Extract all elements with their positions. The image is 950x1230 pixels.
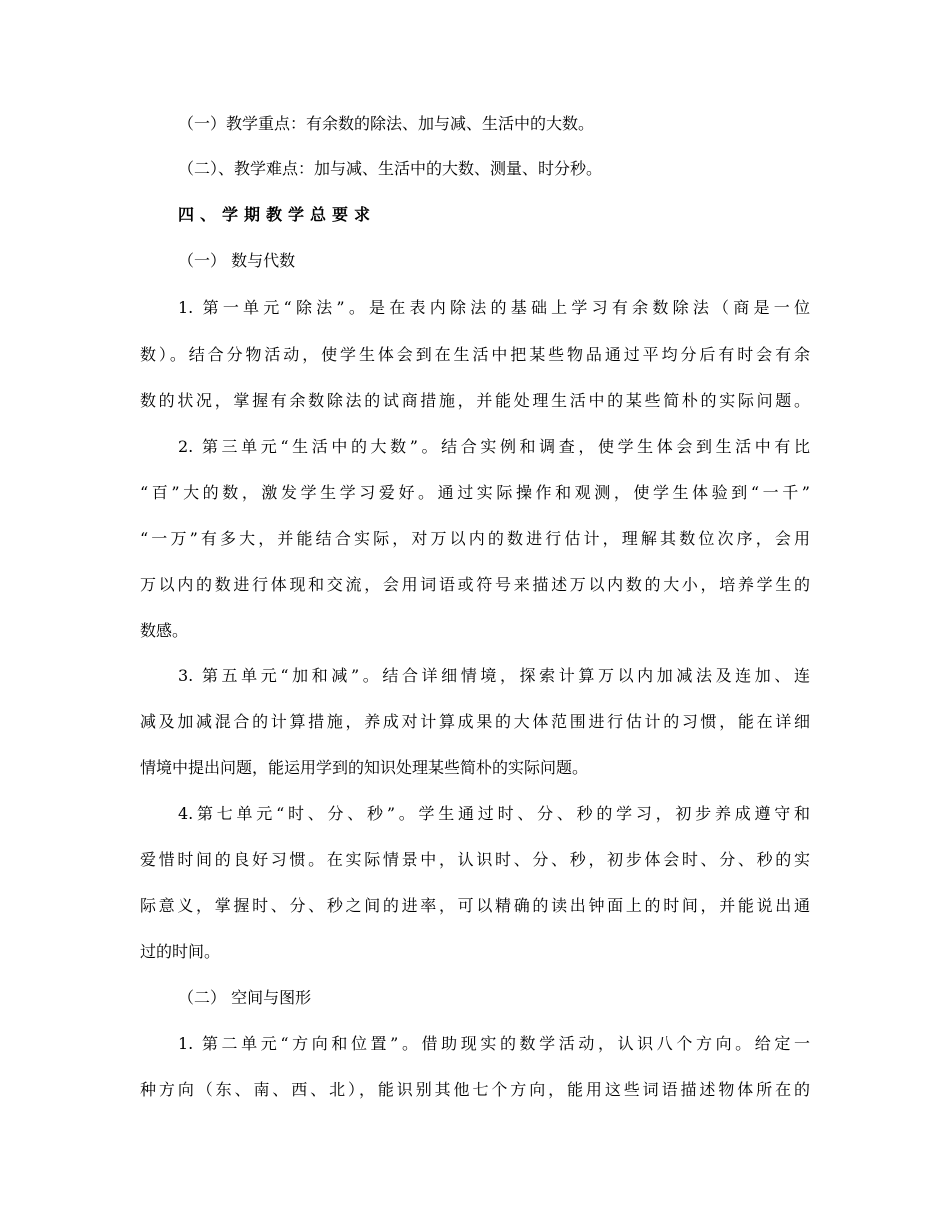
subsection-heading-number-algebra: （一） 数与代数 bbox=[178, 251, 296, 270]
paragraph-line: 数的状况，掌握有余数除法的试商措施，并能处理生活中的某些简朴的实际问题。 bbox=[140, 391, 810, 410]
teaching-focus-line: （一）教学重点：有余数的除法、加与减、生活中的大数。 bbox=[178, 114, 595, 133]
paragraph-line: 2. 第三单元“生活中的大数”。结合实例和调查，使学生体会到生活中有比 bbox=[178, 437, 810, 456]
subsection-heading-space-shape: （二） 空间与图形 bbox=[178, 988, 312, 1007]
paragraph-line: 1. 第二单元“方向和位置”。借助现实的数学活动，认识八个方向。给定一 bbox=[178, 1034, 810, 1053]
paragraph-line: “一万”有多大，并能结合实际，对万以内的数进行估计，理解其数位次序，会用 bbox=[140, 529, 810, 548]
paragraph-line: 4.第七单元“时、分、秒”。学生通过时、分、秒的学习，初步养成遵守和 bbox=[178, 804, 810, 823]
paragraph-line: 1. 第一单元“除法”。是在表内除法的基础上学习有余数除法（商是一位 bbox=[178, 298, 810, 317]
teaching-difficulty-line: （二）、教学难点：加与减、生活中的大数、测量、时分秒。 bbox=[178, 159, 603, 178]
section-heading: 四、学期教学总要求 bbox=[178, 205, 377, 224]
paragraph-line: 数）。结合分物活动，使学生体会到在生活中把某些物品通过平均分后有时会有余 bbox=[140, 345, 810, 364]
paragraph-line: 减及加减混合的计算措施，养成对计算成果的大体范围进行估计的习惯，能在详细 bbox=[140, 712, 810, 731]
paragraph-line: 过的时间。 bbox=[140, 942, 221, 961]
paragraph-line: 3. 第五单元“加和减”。结合详细情境，探索计算万以内加减法及连加、连 bbox=[178, 666, 810, 685]
paragraph-line: 种方向（东、南、西、北），能识别其他七个方向，能用这些词语描述物体所在的 bbox=[140, 1080, 810, 1099]
paragraph-line: “百”大的数，激发学生学习爱好。通过实际操作和观测，使学生体验到“一千” bbox=[140, 483, 810, 502]
paragraph-line: 爱惜时间的良好习惯。在实际情景中，认识时、分、秒，初步体会时、分、秒的实 bbox=[140, 850, 810, 869]
paragraph-line: 数感。 bbox=[140, 621, 189, 640]
paragraph-line: 万以内的数进行体现和交流，会用词语或符号来描述万以内数的大小，培养学生的 bbox=[140, 575, 810, 594]
paragraph-line: 际意义，掌握时、分、秒之间的进率，可以精确的读出钟面上的时间，并能说出通 bbox=[140, 896, 810, 915]
paragraph-line: 情境中提出问题，能运用学到的知识处理某些简朴的实际问题。 bbox=[140, 758, 589, 777]
